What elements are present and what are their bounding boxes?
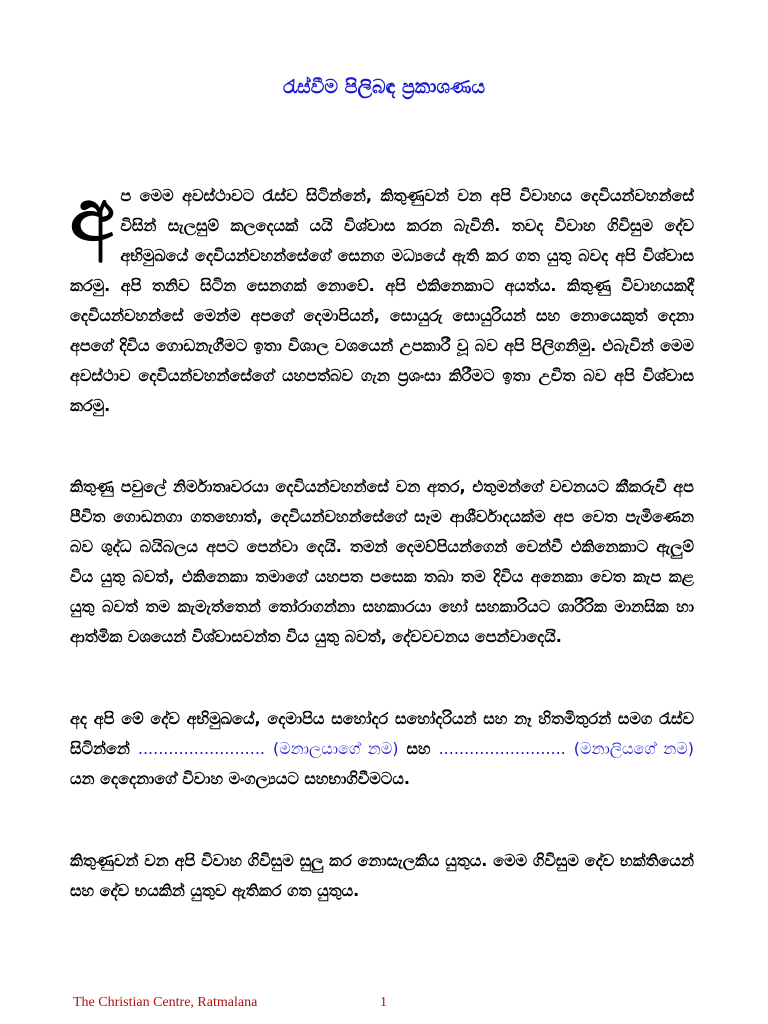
gathering-text-3: යන දෙදෙනාගේ විවාහ මංගල්‍යයට සහභාගිවීමටය. bbox=[70, 769, 410, 788]
paragraph-covenant-text: කිතුණුවන් වන අපි විවාහ ගිවිසුම සුලු කර නොසැලකිය යුතුය. මෙම ගිවිසුම දේව භක්තියෙන් සහ දේව භයකින් යුතුව ඇතිකර ගත යුතුය. bbox=[70, 851, 694, 900]
paragraph-family bbox=[70, 472, 694, 652]
footer-organization: The Christian Centre, Ratmalana bbox=[73, 995, 258, 1010]
gathering-text-2: සහ bbox=[398, 739, 439, 758]
paragraph-intro-text: ප මෙම අවස්ථාවට රැස්ව සිටින්නේ, කිතුණුවන් වන අපි විවාහය දෙවියන්වහන්සේ විසින් සැලසුම් කලදෙයක් යයි විශ්වාස කරන බැවිනි. තවද විවාහ ගිවිසුම දේව අභිමුඛයේ දෙවියන්වහන්සේගේ සෙනග මධ්‍යයේ ඇති කර ගත යුතු බවද අපි විශ්වාස කරමු. අපි තනිව සිටින සෙනගක් නොවේ. අපි එකිනෙකාට අයත්ය. කිතුණු විවාහයකදී දෙවියන්වහන්සේ මෙන්ම අපගේ දෙමාපියන්, සොයුරු සොයුරියන් සහ නොයෙකුත් දෙනා අපගේ දිවිය ගොඩනැගීමට ඉතා විශාල වශයෙන් උපකාරී වූ බව අපි පිලිගනිමු. එබැවින් මෙම අවස්ථාව දෙවියන්වහන්සේගේ යහපත්බව ගැන ප්‍රශංසා කිරීමට ඉතා උචිත බව අපි විශ්වාස කරමු. bbox=[70, 186, 694, 415]
drop-cap: අ bbox=[70, 173, 115, 257]
paragraph-gathering bbox=[70, 704, 694, 794]
bride-name-placeholder: (මනාලියගේ නම) bbox=[573, 739, 695, 758]
page-title: රැස්වීම පිලිබඳ ප්‍රකාශණය bbox=[282, 76, 486, 98]
groom-name-blank: ......................... bbox=[137, 739, 266, 758]
paragraph-family-text: කිතුණු පවුලේ නිර්මාතෘවරයා දෙවියන්වහන්සේ වන අතර, එතුමන්ගේ වචනයට කීකරුවී අප පීවිත ගොඩනගා ගතහොත්, දෙවියන්වහන්සේගේ සෑම ආශීර්වාදයක්ම අප වෙත පැමිණෙන බව ශුද්ධ බයිබලය අපට පෙන්වා දෙයි. තමන් දෙමව්පියන්ගෙන් වෙන්වී එකිනෙකාට ඇලුම් විය යුතු බවත්, එකිනෙකා තමාගේ යහපත පසෙක තබා තම දිවිය අනෙකා වෙත කැප කළ යුතු බවත් තම කැමැත්තෙන් තෝරාගන්නා සහකාරයා හෝ සහකාරියට ශාරීරික මානසික හා ආත්මික වශයෙන් විශ්වාසවන්ත විය යුතු බවත්, දේවවචනය පෙන්වාදෙයි. bbox=[70, 477, 694, 646]
paragraph-intro bbox=[70, 173, 694, 421]
gathering-text-1: අද අපි මේ දේව අභිමුඛයේ, දෙමාපිය සහෝදර සහෝදරියන් සහ නෑ හිතමිතුරන් සමග රැස්ව සිටින්නේ bbox=[70, 709, 694, 758]
bride-name-blank: ......................... bbox=[438, 739, 566, 758]
groom-name-placeholder: (මනාලයාගේ නම) bbox=[273, 739, 399, 758]
page-number: 1 bbox=[380, 995, 387, 1010]
paragraph-covenant bbox=[70, 846, 694, 906]
